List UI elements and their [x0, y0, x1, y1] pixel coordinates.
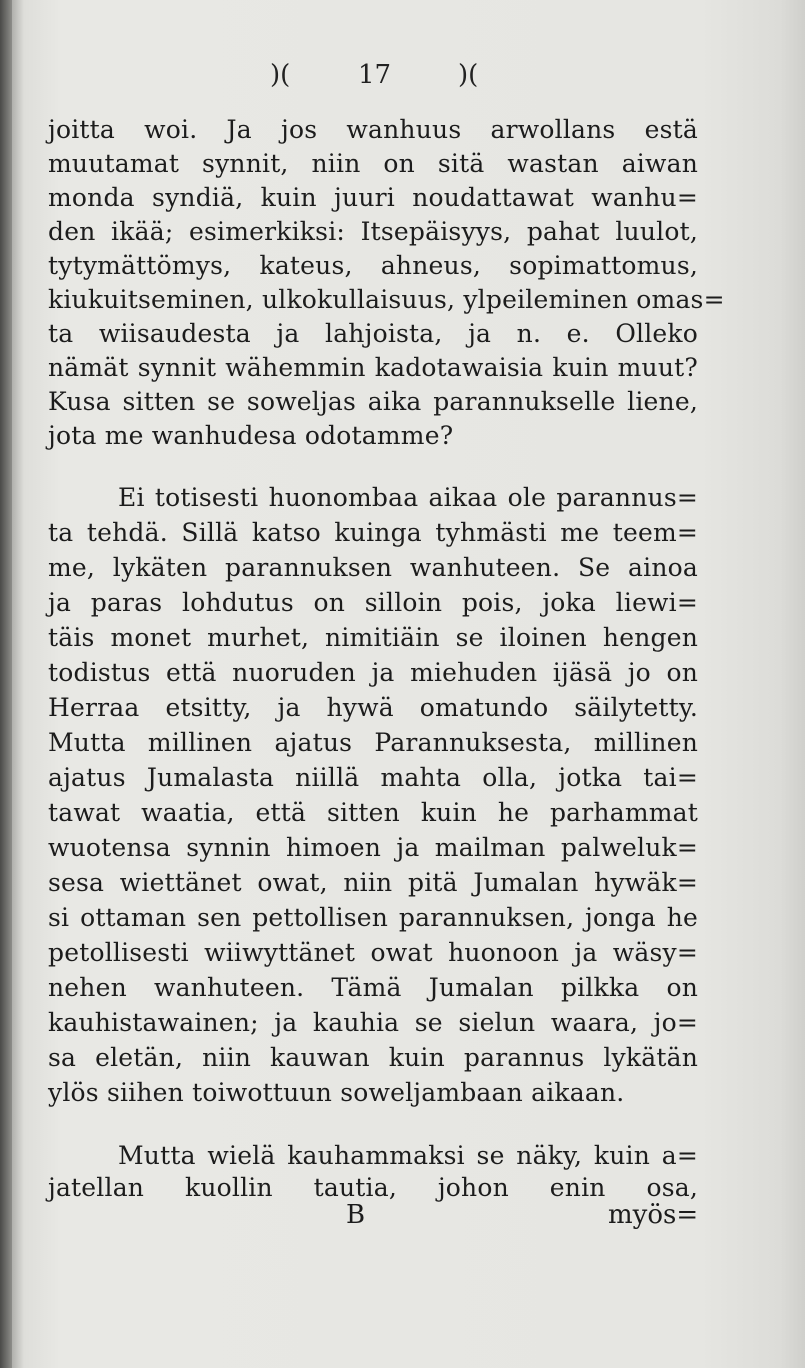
page-header — [258, 60, 498, 100]
signature-mark: B — [346, 1200, 366, 1230]
text-line: den ikää; esimerkiksi: Itsepäisyys, pahat luulot, — [48, 217, 698, 246]
text-line: joitta woi. Ja jos wanhuus arwollans estä — [48, 115, 698, 144]
text-line: petollisesti wiiwyttänet owat huonoon ja wäsy= — [48, 938, 698, 967]
text-line: Mutta millinen ajatus Parannuksesta, millinen — [48, 728, 698, 757]
header-left-mark: )( — [270, 60, 291, 90]
text-line: tytymättömys, kateus, ahneus, sopimattomus, — [48, 251, 698, 280]
catchword: myös= — [608, 1200, 699, 1230]
text-line: ylös siihen toiwottuun soweljambaan aikaan. — [48, 1078, 625, 1107]
header-right-mark: )( — [458, 60, 479, 90]
text-line: kiukuitseminen, ulkokullaisuus, ylpeileminen omas= — [48, 285, 725, 314]
text-line: jatellan kuollin tautia, johon enin osa, — [48, 1173, 698, 1202]
text-line: si ottaman sen pettollisen parannuksen, jonga he — [48, 903, 698, 932]
text-line: sa eletän, niin kauwan kuin parannus lykätän — [48, 1043, 698, 1072]
text-line: monda syndiä, kuin juuri noudattawat wanhu= — [48, 183, 698, 212]
text-line: ajatus Jumalasta niillä mahta olla, jotka tai= — [48, 763, 698, 792]
text-line: Kusa sitten se soweljas aika parannukselle liene, — [48, 387, 698, 416]
text-line: Mutta wielä kauhammaksi se näky, kuin a= — [118, 1141, 698, 1170]
text-line: ja paras lohdutus on silloin pois, joka liewi= — [48, 588, 698, 617]
text-line: ta wiisaudesta ja lahjoista, ja n. e. Olleko — [48, 319, 698, 348]
text-line: nämät synnit wähemmin kadotawaisia kuin muut? — [48, 353, 698, 382]
text-line: wuotensa synnin himoen ja mailman palweluk= — [48, 833, 698, 862]
text-line: muutamat synnit, niin on sitä wastan aiwan — [48, 149, 698, 178]
text-line: sesa wiettänet owat, niin pitä Jumalan hywäk= — [48, 868, 698, 897]
text-line: todistus että nuoruden ja miehuden ijäsä jo on — [48, 658, 698, 687]
text-line: me, lykäten parannuksen wanhuteen. Se ainoa — [48, 553, 698, 582]
text-line: jota me wanhudesa odotamme? — [48, 421, 454, 450]
text-line: nehen wanhuteen. Tämä Jumalan pilkka on — [48, 973, 698, 1002]
text-line: Herraa etsitty, ja hywä omatundo säilytetty. — [48, 693, 698, 722]
text-line: Ei totisesti huonombaa aikaa ole parannus= — [118, 483, 698, 512]
page-number: 17 — [358, 60, 392, 90]
text-line: tawat waatia, että sitten kuin he parhammat — [48, 798, 698, 827]
text-line: kauhistawainen; ja kauhia se sielun waara, jo= — [48, 1008, 698, 1037]
text-line: täis monet murhet, nimitiäin se iloinen hengen — [48, 623, 698, 652]
book-spine-shadow — [0, 0, 12, 1368]
text-line: ta tehdä. Sillä katso kuinga tyhmästi me teem= — [48, 518, 698, 547]
